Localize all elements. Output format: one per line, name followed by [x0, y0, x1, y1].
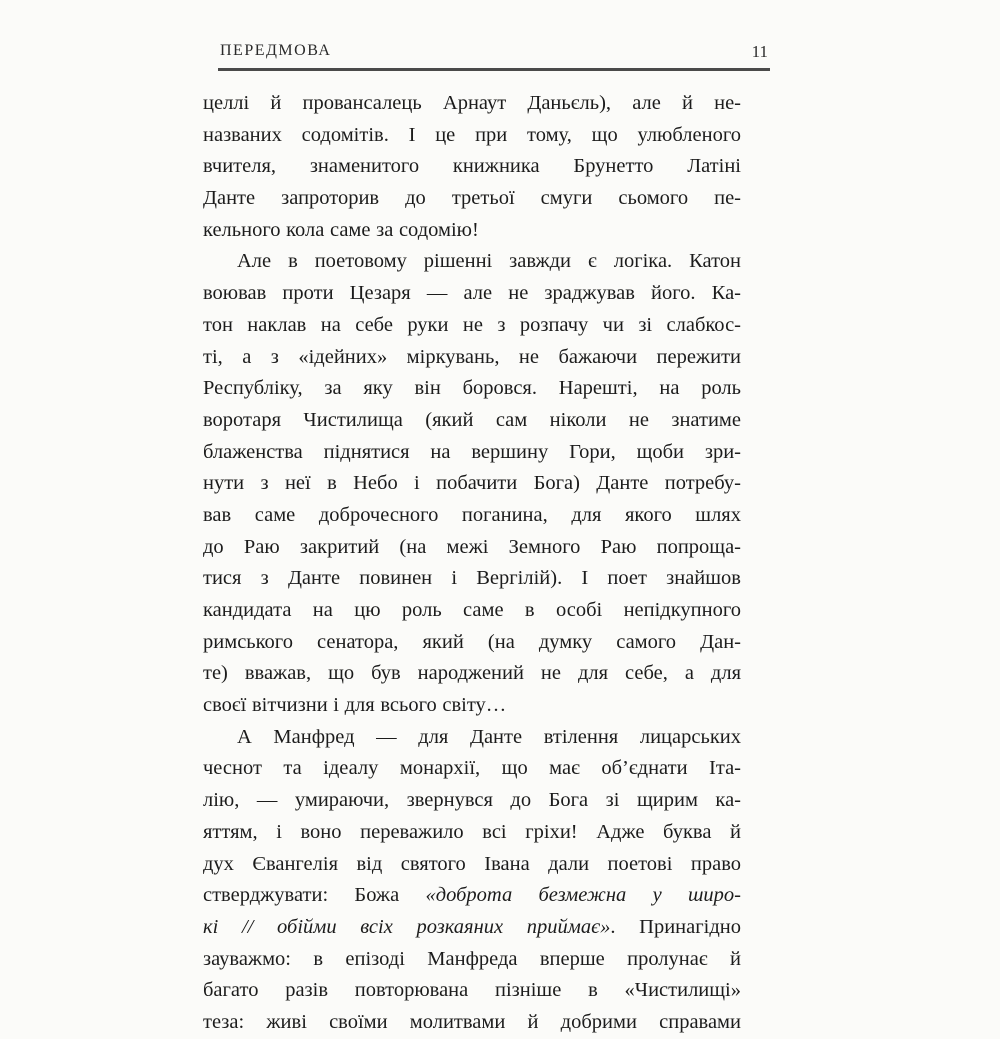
text-line: кельного кола саме за содомію! — [203, 218, 479, 241]
text-line: тися з Данте повинен і Вергілій). І поет знайшов — [203, 567, 741, 590]
running-head: ПЕРЕДМОВА — [220, 42, 332, 59]
text-line: дух Євангелія від святого Івана дали поетові право — [203, 852, 741, 875]
italic-quote: «доброта безмежна у широ- — [425, 884, 742, 907]
italic-quote: кі // обійми всіх розкаяних приймає» — [203, 915, 611, 938]
text-line: целлі й провансалець Арнаут Даньєль), але й не- — [203, 92, 741, 114]
text-line: зауважмо: в епізоді Манфреда вперше пролунає й — [203, 947, 741, 970]
text-line: воротаря Чистилища (який сам ніколи не знатиме — [203, 408, 741, 431]
text-line: вав саме доброчесного поганина, для якого шлях — [203, 503, 741, 526]
text-line: кандидата на цю роль саме в особі непідкупного — [203, 599, 741, 621]
text-line: до Раю закритий (на межі Земного Раю попроща- — [203, 535, 741, 558]
text-line: Данте запроторив до третьої смуги сьомого пе- — [203, 187, 741, 210]
text-line: нути з неї в Небо і побачити Бога) Данте потребу- — [203, 472, 741, 495]
text-line: теза: живі своїми молитвами й добрими справами — [203, 1010, 741, 1033]
text-line: римського сенатора, який (на думку самого Дан- — [203, 630, 741, 653]
text-line: вчителя, знаменитого книжника Брунетто Латіні — [203, 155, 741, 178]
text-line: воював проти Цезаря — але не зраджував його. Ка- — [203, 282, 741, 305]
text-line: багато разів повторювана пізніше в «Чистилищі» — [203, 979, 741, 1002]
text-line: тон наклав на себе руки не з розпачу чи зі слабкос- — [203, 313, 741, 336]
text-line: Республіку, за яку він боровся. Нарешті, на роль — [203, 377, 741, 400]
page-number: 11 — [751, 42, 768, 61]
text-line: Але в поетовому рішенні завжди є логіка. Катон — [237, 250, 741, 273]
text-line: чеснот та ідеалу монархії, що має об’єднати Іта- — [203, 757, 741, 780]
text-line: те) вважав, що був народжений не для себе, а для — [203, 662, 741, 685]
header-rule — [218, 68, 770, 71]
text-segment: стверджувати: Божа — [203, 884, 426, 907]
text-line: лію, — умираючи, звернувся до Бога зі щирим ка- — [203, 789, 741, 812]
text-line: блаженства піднятися на вершину Гори, щоби зри- — [203, 440, 741, 463]
body-text — [203, 88, 741, 1039]
text-line: ті, а з «ідейних» міркувань, не бажаючи пережити — [203, 345, 741, 368]
text-line: А Манфред — для Данте втілення лицарських — [237, 725, 741, 748]
text-line: своєї вітчизни і для всього світу… — [203, 694, 507, 717]
text-segment: . Принагідно — [610, 915, 741, 938]
text-line-with-quote — [203, 880, 741, 912]
text-line: названих содомітів. І це при тому, що улюбленого — [203, 123, 741, 146]
text-line-with-quote — [203, 912, 741, 944]
text-line: яттям, і воно переважило всі гріхи! Адже буква й — [203, 820, 741, 843]
